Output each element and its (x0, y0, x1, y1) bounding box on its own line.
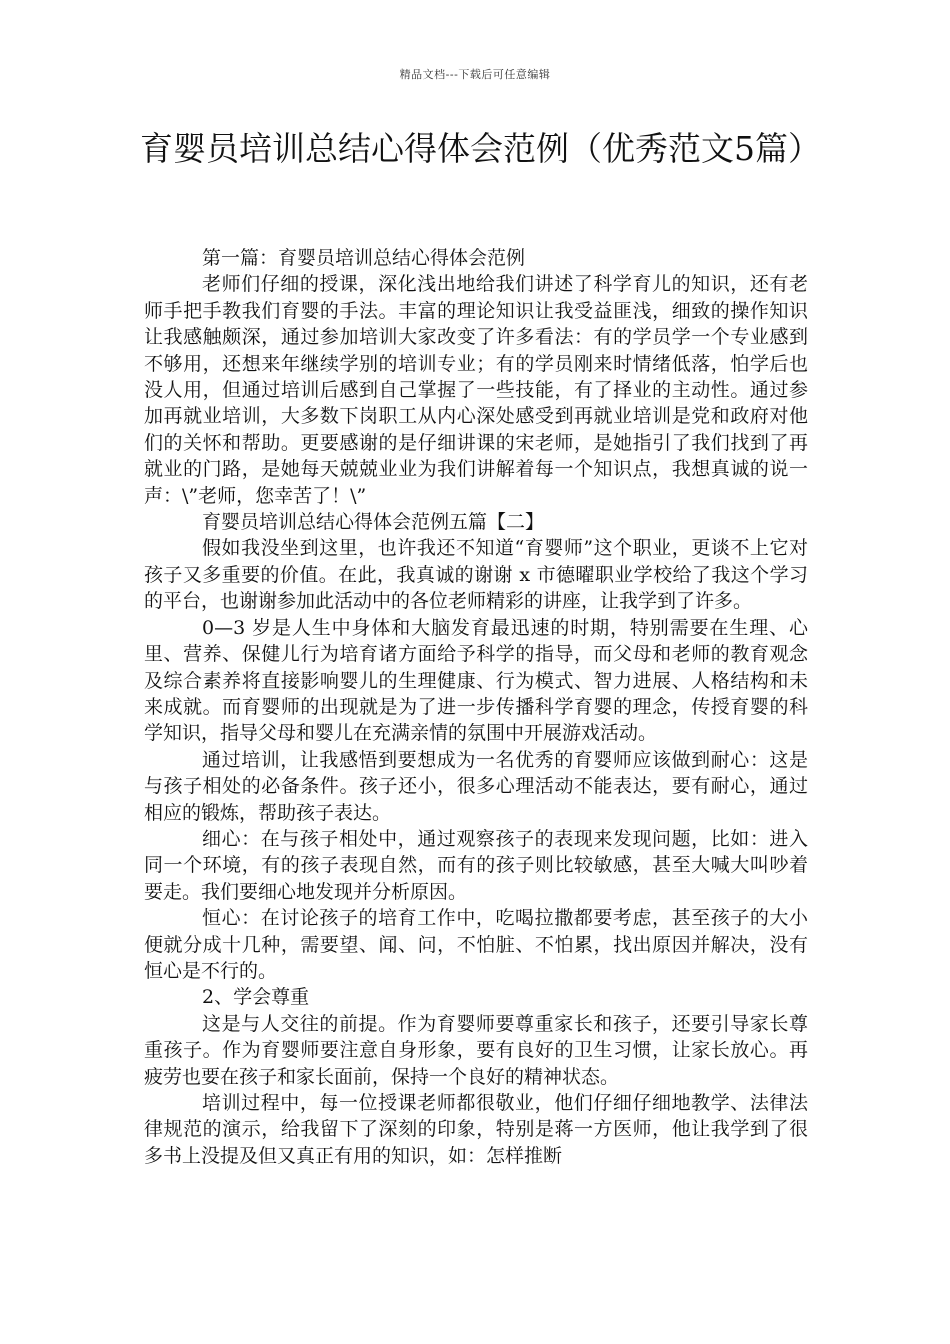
section-heading-2: 育婴员培训总结心得体会范例五篇【二】 (202, 511, 545, 534)
document-body (144, 245, 808, 1169)
subsection-heading: 2、学会尊重 (202, 986, 310, 1009)
paragraph: 假如我没坐到这里，也许我还不知道“育婴师”这个职业，更谈不上它对孩子又多重要的价值。在此，我真诚的谢谢 x 市德曜职业学校给了我这个学习的平台，也谢谢参加此活动中的各位老师精彩的讲座，让我学到了许多。 (144, 537, 808, 613)
paragraph: 培训过程中，每一位授课老师都很敬业，他们仔细仔细地教学、法律法律规范的演示，给我留下了深刻的印象，特别是蒋一方医师，他让我学到了很多书上没提及但又真正有用的知识，如：怎样推断 (144, 1092, 808, 1167)
paragraph: 细心：在与孩子相处中，通过观察孩子的表现来发现问题，比如：进入同一个环境，有的孩子表现自然，而有的孩子则比较敏感，甚至大喊大叫吵着要走。我们要细心地发现并分析原因。 (144, 827, 808, 903)
paragraph: 0—3 岁是人生中身体和大脑发育最迅速的时期，特别需要在生理、心里、营养、保健儿行为培育诸方面给予科学的指导，而父母和老师的教育观念及综合素养将直接影响婴儿的生理健康、行为模式、智力进展、人格结构和未来成就。而育婴师的出现就是为了进一步传播科学育婴的理念，传授育婴的科学知识，指导父母和婴儿在充满亲情的氛围中开展游戏活动。 (144, 616, 808, 745)
paragraph: 老师们仔细的授课，深化浅出地给我们讲述了科学育儿的知识，还有老师手把手教我们育婴的手法。丰富的理论知识让我受益匪浅，细致的操作知识让我感触颇深，通过参加培训大家改变了许多看法：有的学员学一个专业感到不够用，还想来年继续学别的培训专业；有的学员刚来时情绪低落，怕学后也没人用，但通过培训后感到自己掌握了一些技能，有了择业的主动性。通过参加再就业培训，大多数下岗职工从内心深处感受到再就业培训是党和政府对他们的关怀和帮助。更要感谢的是仔细讲课的宋老师，是她指引了我们找到了再就业的门路，是她每天兢兢业业为我们讲解着每一个知识点，我想真诚的说一声：\”老师，您幸苦了！\” (144, 273, 808, 507)
paragraph: 恒心：在讨论孩子的培育工作中，吃喝拉撒都要考虑，甚至孩子的大小便就分成十几种，需要望、闻、问，不怕脏、不怕累，找出原因并解决，没有恒心是不行的。 (144, 907, 808, 982)
document-title: 育婴员培训总结心得体会范例（优秀范文5篇） (140, 129, 821, 168)
paragraph: 这是与人交往的前提。作为育婴师要尊重家长和孩子，还要引导家长尊重孩子。作为育婴师要注意自身形象，要有良好的卫生习惯，让家长放心。再疲劳也要在孩子和家长面前，保持一个良好的精神状态。 (144, 1012, 808, 1088)
header-note: 精品文档---下载后可任意编辑 (399, 68, 551, 81)
paragraph: 通过培训，让我感悟到要想成为一名优秀的育婴师应该做到耐心：这是与孩子相处的必备条件。孩子还小，很多心理活动不能表达，要有耐心，通过相应的锻炼，帮助孩子表达。 (144, 748, 808, 824)
section-heading-1: 第一篇：育婴员培训总结心得体会范例 (202, 247, 526, 269)
